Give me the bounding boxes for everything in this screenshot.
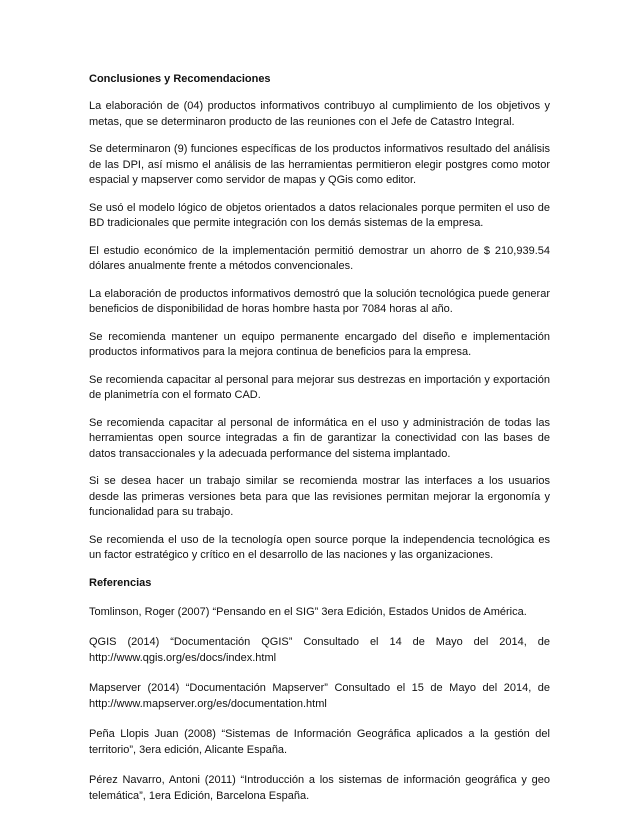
reference-item: Peña Llopis Juan (2008) “Sistemas de Información Geográfica aplicados a la gestión del territorio”, 3era edición, Alicante España. bbox=[89, 728, 550, 756]
reference-item: Pérez Navarro, Antoni (2011) “Introducción a los sistemas de información geográfica y geo telemática”, 1era Edición, Barcelona España. bbox=[89, 774, 550, 802]
recommendation-paragraph: Se recomienda capacitar al personal para mejorar sus destrezas en importación y exportación de planimetría con el formato CAD. bbox=[89, 373, 550, 401]
recommendation-paragraph: Se recomienda el uso de la tecnología open source porque la independencia tecnológica es un factor estratégico y crítico en el desarrollo de las naciones y las organizaciones. bbox=[89, 533, 550, 561]
conclusions-heading: Conclusiones y Recomendaciones bbox=[89, 73, 271, 85]
reference-item: Mapserver (2014) “Documentación Mapserver” Consultado el 15 de Mayo del 2014, de http://www.mapserver.org/es/documentation.html bbox=[89, 682, 550, 710]
conclusion-paragraph: Se usó el modelo lógico de objetos orientados a datos relacionales porque permiten el uso de BD tradicionales que permite integración con los demás sistemas de la empresa. bbox=[89, 201, 550, 229]
references-heading: Referencias bbox=[89, 576, 152, 589]
conclusion-paragraph: La elaboración de (04) productos informativos contribuyo al cumplimiento de los objetivos y metas, que se determinaron producto de las reuniones con el Jefe de Catastro Integral. bbox=[89, 100, 550, 128]
conclusion-paragraph: Se determinaron (9) funciones específicas de los productos informativos resultado del análisis de las DPI, así mismo el análisis de las herramientas permitieron elegir postgres como motor espacial y mapserver como servidor de mapas y QGis como editor. bbox=[89, 143, 550, 186]
recommendation-paragraph: Se recomienda capacitar al personal de informática en el uso y administración de todas las herramientas open source integradas a fin de garantizar la conectividad con las bases de datos transaccionales y la adecuada performance del sistema implantado. bbox=[89, 416, 550, 460]
conclusion-paragraph: El estudio económico de la implementación permitió demostrar un ahorro de $ 210,939.54 dólares anualmente frente a métodos convencionales. bbox=[89, 244, 550, 272]
recommendation-paragraph: Se recomienda mantener un equipo permanente encargado del diseño e implementación productos informativos para la mejora continua de beneficios para la empresa. bbox=[89, 330, 550, 358]
reference-item: QGIS (2014) “Documentación QGIS” Consultado el 14 de Mayo del 2014, de http://www.qgis.org/es/docs/index.html bbox=[89, 636, 550, 664]
recommendation-paragraph: Si se desea hacer un trabajo similar se recomienda mostrar las interfaces a los usuarios desde las primeras versiones beta para que las revisiones permitan mejorar la ergonomía y funcionalidad para su trabajo. bbox=[89, 475, 550, 518]
reference-item: Tomlinson, Roger (2007) “Pensando en el SIG” 3era Edición, Estados Unidos de América. bbox=[89, 605, 527, 618]
conclusion-paragraph: La elaboración de productos informativos demostró que la solución tecnológica puede generar beneficios de disponibilidad de horas hombre hasta por 7084 horas al año. bbox=[89, 287, 550, 315]
